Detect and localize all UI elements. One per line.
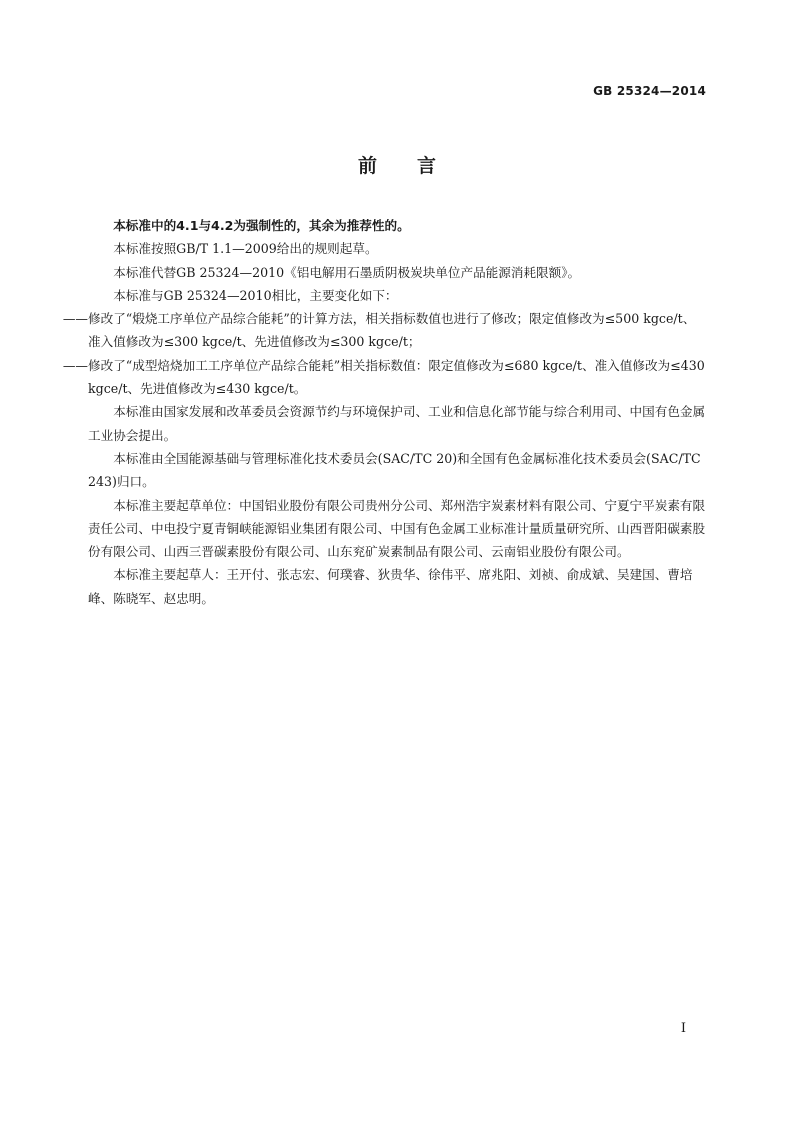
foreword-body [62,214,706,610]
replacement-statement: 本标准代替GB 25324—2010《铝电解用石墨质阴极炭块单位产品能源消耗限额》。 [113,264,581,280]
changes-intro: 本标准与GB 25324—2010相比，主要变化如下： [113,287,398,303]
change-item-forming-baking: ——修改了“成型焙烧加工工序单位产品综合能耗”相关指标数值：限定值修改为≤680 kgce/t、准入值修改为≤430 kgce/t、先进值修改为≤430 kgce/t。 [62,357,705,397]
proposer-statement: 本标准由国家发展和改革委员会资源节约与环境保护司、工业和信息化部节能与综合利用司、中国有色金属工业协会提出。 [88,404,706,443]
centralized-management-statement: 本标准由全国能源基础与管理标准化技术委员会(SAC/TC 20)和全国有色金属标准化技术委员会(SAC/TC 243)归口。 [88,450,701,490]
standard-code: GB 25324—2014 [593,84,706,98]
page-title: 前言 [357,155,476,177]
page-number: I [680,1021,686,1036]
change-item-calcination: ——修改了“煅烧工序单位产品综合能耗”的计算方法，相关指标数值也进行了修改；限定值修改为≤500 kgce/t、准入值修改为≤300 kgce/t、先进值修改为≤300 kgce/t； [62,311,696,350]
drafting-organizations: 本标准主要起草单位：中国铝业股份有限公司贵州分公司、郑州浩宇炭素材料有限公司、宁夏宁平炭素有限责任公司、中电投宁夏青铜峡能源铝业集团有限公司、中国有色金属工业标准计量质量研究所、山西晋阳碳素股份有限公司、山西三晋碳素股份有限公司、山东兖矿炭素制品有限公司、云南铝业股份有限公司。 [88,497,706,560]
mandatory-clauses-statement: 本标准中的4.1与4.2为强制性的，其余为推荐性的。 [113,218,410,233]
drafting-rules-statement: 本标准按照GB/T 1.1—2009给出的规则起草。 [113,241,378,257]
drafters: 本标准主要起草人：王开付、张志宏、何璞睿、狄贵华、徐伟平、席兆阳、刘祯、俞成斌、吴建国、曹培峰、陈晓军、赵忠明。 [88,567,693,606]
